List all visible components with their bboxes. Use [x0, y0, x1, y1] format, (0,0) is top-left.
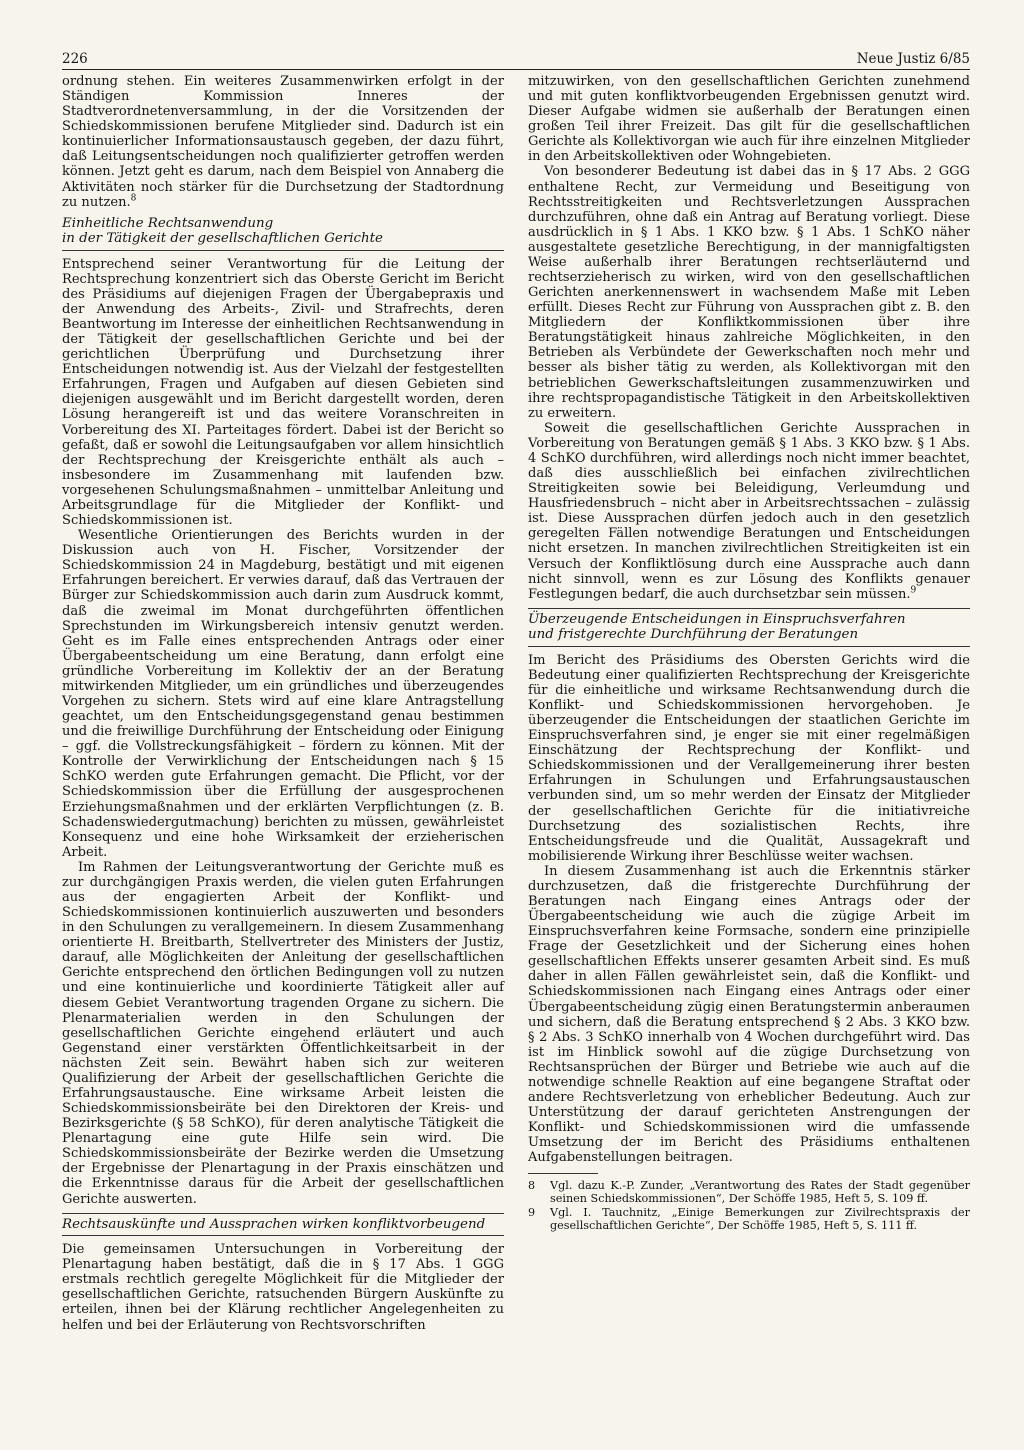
footnote-marker[interactable]: 8 [130, 193, 137, 204]
heading-rule [62, 250, 504, 251]
footnote [528, 1180, 970, 1206]
paragraph: Die gemeinsamen Untersuchungen in Vorbereitung der Plenartagung haben bestätigt, daß die in § 17 Abs. 1 GGG erstmals rechtlich geregelte Möglichkeit für die Mitglieder der gesellschaftlichen Gerichte, ratsuchenden Bürgern Auskünfte zu erteilen, ihnen bei der Klärung rechtlicher Angelegenheiten zu helfen und bei der Erläuterung von Rechtsvorschriften [62, 1242, 504, 1333]
footnote-text: Vgl. dazu K.-P. Zunder, „Verantwortung des Rates der Stadt gegenüber seinen Schiedskommissionen“, Der Schöffe 1985, Heft 5, S. 109 ff. [550, 1179, 970, 1206]
heading-line: in der Tätigkeit der gesellschaftlichen Gerichte [62, 231, 383, 247]
paragraph: Von besonderer Bedeutung ist dabei das in § 17 Abs. 2 GGG enthaltene Recht, zur Vermeidung und Beseitigung von Rechtsstreitigkeiten und Rechtsverletzungen Aussprachen durchzuführen, ohne daß ein Antrag auf Beratung vorliegt. Diese ausdrücklich in § 1 Abs. 1 KKO bzw. § 1 Abs. 1 SchKO näher ausgestaltete gesetzliche Berechtigung, in der mannigfaltigsten Weise außerhalb ihrer Beratungen rechtserläuternd und rechtserzieherisch zu wirken, wird von den gesellschaftlichen Gerichten anerkennenswert in wachsendem Maße mit Leben erfüllt. Dieses Recht zur Führung von Aussprachen gibt z. B. den Mitgliedern der Konfliktkommissionen über ihre Beratungstätigkeit hinaus zahlreiche Möglichkeiten, in den Betrieben als Verbündete der Gewerkschaften noch mehr und besser als bisher tätig zu werden, als Kollektivorgan mit den betrieblichen Gewerkschaftsleitungen zusammenzuwirken und ihre rechtspropagandistische Tätigkeit in den Arbeitskollektiven zu erweitern. [528, 164, 970, 421]
heading-rule [62, 1235, 504, 1236]
right-column [528, 74, 970, 1333]
paragraph: Wesentliche Orientierungen des Berichts wurden in der Diskussion auch von H. Fischer, Vorsitzender der Schiedskommission 24 in Magdeburg, bestätigt und mit eigenen Erfahrungen bereichert. Er verwies darauf, daß das Vertrauen der Bürger zur Schiedskommission auch darin zum Ausdruck kommt, daß die zweimal im Monat durchgeführten öffentlichen Sprechstunden im Wirkungsbereich intensiv genutzt werden. Geht es im Falle eines entsprechenden Antrags oder einer Übergabeentscheidung um eine Beratung, dann erfolgt eine gründliche Vorbereitung im Kollektiv der an der Beratung mitwirkenden Mitglieder, um ein gründliches und überzeugendes Vorgehen zu sichern. Stets wird auf eine klare Antragstellung geachtet, um den Entscheidungsgegenstand genau bestimmen und die freiwillige Durchführung der Entscheidung oder Einigung – ggf. die Vollstreckungsfähigkeit – fördern zu können. Mit der Kontrolle der Verwirklichung der Entscheidungen nach § 15 SchKO werden gute Erfahrungen gemacht. Die Pflicht, vor der Schiedskommission über die Erfüllung der ausgesprochenen Erziehungsmaßnahmen und der erklärten Verpflichtungen (z. B. Schadenswiedergutmachung) berichten zu müssen, gewährleistet Konsequenz und eine hohe Wirksamkeit der erzieherischen Arbeit. [62, 528, 504, 860]
heading-rule [62, 1213, 504, 1214]
heading-line: Rechtsauskünfte und Aussprachen wirken konfliktvorbeugend [62, 1216, 486, 1232]
paragraph: ordnung stehen. Ein weiteres Zusammenwirken erfolgt in der Ständigen Kommission Inneres der Stadtverordnetenversammlung, in der die Vorsitzenden der Schiedskommissionen berufene Mitglieder sind. Dadurch ist ein kontinuierlicher Informationsaustausch gegeben, der dazu führt, daß Leitungsentscheidungen noch qualifizierter getroffen werden können. Jetzt geht es darum, nach dem Beispiel von Annaberg die Aktivitäten noch stärker für die Durchsetzung der Stadtordnung zu nutzen.$^8$ [62, 74, 504, 210]
heading-line: und fristgerechte Durchführung der Beratungen [528, 627, 859, 643]
footnote-marker[interactable]: 9 [910, 585, 917, 596]
heading-rule [528, 608, 970, 609]
footnote-rule [528, 1173, 598, 1174]
page-number: 226 [62, 51, 88, 67]
paragraph: Im Rahmen der Leitungsverantwortung der Gerichte muß es zur durchgängigen Praxis werden, die vielen guten Erfahrungen aus der engagierten Arbeit der Konflikt- und Schiedskommissionen kontinuierlich auszuwerten und besonders in den Schulungen zu verallgemeinern. In diesem Zusammenhang orientierte H. Breitbarth, Stellvertreter des Ministers der Justiz, darauf, alle Möglichkeiten der Anleitung der gesellschaftlichen Gerichte entsprechend den örtlichen Bedingungen voll zu nutzen und eine kontinuierliche und koordinierte Tätigkeit aller auf diesem Gebiet Verantwortung tragenden Organe zu sichern. Die Plenarmaterialien werden in den Schulungen der gesellschaftlichen Gerichte eingehend erläutert und auch Gegenstand einer verstärkten Öffentlichkeitsarbeit in der nächsten Zeit sein. Bewährt haben sich zur weiteren Qualifizierung der Arbeit der gesellschaftlichen Gerichte die Erfahrungsaustausche. Eine wirksame Arbeit leisten die Schiedskommissionsbeiräte bei den Direktoren der Kreis- und Bezirksgerichte (§ 58 SchKO), für deren analytische Tätigkeit die Plenartagung eine gute Hilfe sein wird. Die Schiedskommissionsbeiräte der Bezirke werden die Umsetzung der Ergebnisse der Plenartagung in der Praxis einschätzen und die Erkenntnisse daraus für die Arbeit der gesellschaftlichen Gerichte auswerten. [62, 859, 504, 1207]
section-heading [62, 1213, 504, 1237]
paragraph: Entsprechend seiner Verantwortung für die Leitung der Rechtsprechung konzentriert sich das Oberste Gericht im Bericht des Präsidiums auf diejenigen Fragen der Übergabepraxis und der Anwendung des Arbeits-, Zivil- und Strafrechts, deren Beantwortung im Interesse der einheitlichen Rechtsanwendung in der Tätigkeit der gesellschaftlichen Gerichte und bei der gerichtlichen Überprüfung und Durchsetzung ihrer Entscheidungen notwendig ist. Aus der Vielzahl der festgestellten Erfahrungen, Fragen und Aufgaben auf diesen Gebieten sind diejenigen ausgewählt und im Bericht dargestellt worden, deren Lösung herangereift ist und das weitere Voranschreiten in Vorbereitung des XI. Parteitages fördert. Dabei ist der Bericht so gefaßt, daß er sowohl die Leitungsaufgaben vor allem hinsichtlich der Rechtsprechung der Kreisgerichte enthält als auch – insbesondere im Zusammenhang mit laufenden bzw. vorgesehenen Schulungsmaßnahmen – unmittelbar Anleitung und Arbeitsgrundlage für die Mitglieder der Konflikt- und Schiedskommissionen ist. [62, 256, 504, 529]
paragraph: Soweit die gesellschaftlichen Gerichte Aussprachen in Vorbereitung von Beratungen gemäß § 1 Abs. 3 KKO bzw. § 1 Abs. 4 SchKO durchführen, wird allerdings noch nicht immer beachtet, daß dies ausschließlich bei einfachen zivilrechtlichen Streitigkeiten sowie bei Beleidigung, Verleumdung und Hausfriedensbruch – nicht aber in Arbeitsrechtssachen – zulässig ist. Diese Aussprachen dürfen jedoch auch in den gesetzlich geregelten Fällen notwendige Beratungen und Entscheidungen nicht ersetzen. In manchen zivilrechtlichen Streitigkeiten ist ein Versuch der Konfliktlösung durch eine Aussprache auch dann nicht sinnvoll, wenn es zur Lösung des Konflikts genauer Festlegungen bedarf, die auch durchsetzbar sein müssen.$^9$ [528, 420, 970, 602]
footnote [528, 1207, 970, 1233]
footnote-text: Vgl. I. Tauchnitz, „Einige Bemerkungen zur Zivilrechtspraxis der gesellschaftlichen Gerichte“, Der Schöffe 1985, Heft 5, S. 111 ff. [550, 1205, 970, 1232]
paragraph: mitzuwirken, von den gesellschaftlichen Gerichten zunehmend und mit guten konfliktvorbeugenden Ergebnissen genutzt wird. Dieser Aufgabe widmen sie außerhalb der Beratungen einen großen Teil ihrer Freizeit. Das gilt für die gesellschaftlichen Gerichte als Kollektivorgan wie auch für ihre einzelnen Mitglieder in den Arbeitskollektiven oder Wohngebieten. [528, 74, 970, 165]
heading-rule [528, 646, 970, 647]
paragraph: Im Bericht des Präsidiums des Obersten Gerichts wird die Bedeutung einer qualifizierten Rechtsprechung der Kreisgerichte für die einheitliche und wirksame Rechtsanwendung durch die Konflikt- und Schiedskommissionen hervorgehoben. Je überzeugender die Entscheidungen der staatlichen Gerichte im Einspruchsverfahren sind, je enger sie mit einer regelmäßigen Einschätzung der Rechtsprechung der Konflikt- und Schiedskommissionen und der Verallgemeinerung ihrer besten Erfahrungen in Schulungen und Erfahrungsaustauschen verbunden sind, um so mehr werden der Einsatz der Mitglieder der gesellschaftlichen Gerichte für die initiativreiche Durchsetzung des sozialistischen Rechts, ihre Entscheidungsfreude und die Qualität, Aussagekraft und mobilisierende Wirkung ihrer Beschlüsse weiter wachsen. [528, 652, 970, 864]
paragraph: In diesem Zusammenhang ist auch die Erkenntnis stärker durchzusetzen, daß die fristgerechte Durchführung der Beratungen nach Eingang eines Antrags oder der Übergabeentscheidung wie auch die zügige Arbeit im Einspruchsverfahren keine Formsache, sondern eine prinzipielle Frage der Gesetzlichkeit und der Sicherung eines hohen gesellschaftlichen Effekts unserer gesamten Arbeit sind. Es muß daher in allen Fällen gewährleistet sein, daß die Konflikt- und Schiedskommissionen nach Eingang eines Antrags oder einer Übergabeentscheidung zügig einen Beratungstermin anberaumen und sichern, daß die Beratung entsprechend § 2 Abs. 3 KKO bzw. § 2 Abs. 3 SchKO innerhalb von 4 Wochen durchgeführt wird. Das ist im Hinblick sowohl auf die zügige Durchsetzung von Rechtsansprüchen der Bürger und Betriebe wie auch auf die notwendige schnelle Reaktion auf eine begangene Straftat oder andere Rechtsverletzung von erheblicher Bedeutung. Auch zur Unterstützung der darauf gerichteten Anstrengungen der Konflikt- und Schiedskommissionen wird die umfassende Umsetzung der im Bericht des Präsidiums enthaltenen Aufgabenstellungen beitragen. [528, 863, 970, 1166]
section-heading [528, 608, 970, 647]
footnote-number: 9 [528, 1205, 536, 1219]
page-header [62, 48, 970, 70]
text-columns [62, 74, 970, 1333]
footnote-number: 8 [528, 1179, 536, 1193]
journal-issue: Neue Justiz 6/85 [856, 51, 970, 67]
section-heading [62, 216, 504, 251]
heading-line: Einheitliche Rechtsanwendung [62, 215, 274, 231]
heading-line: Überzeugende Entscheidungen in Einspruchsverfahren [528, 611, 906, 627]
left-column [62, 74, 504, 1333]
